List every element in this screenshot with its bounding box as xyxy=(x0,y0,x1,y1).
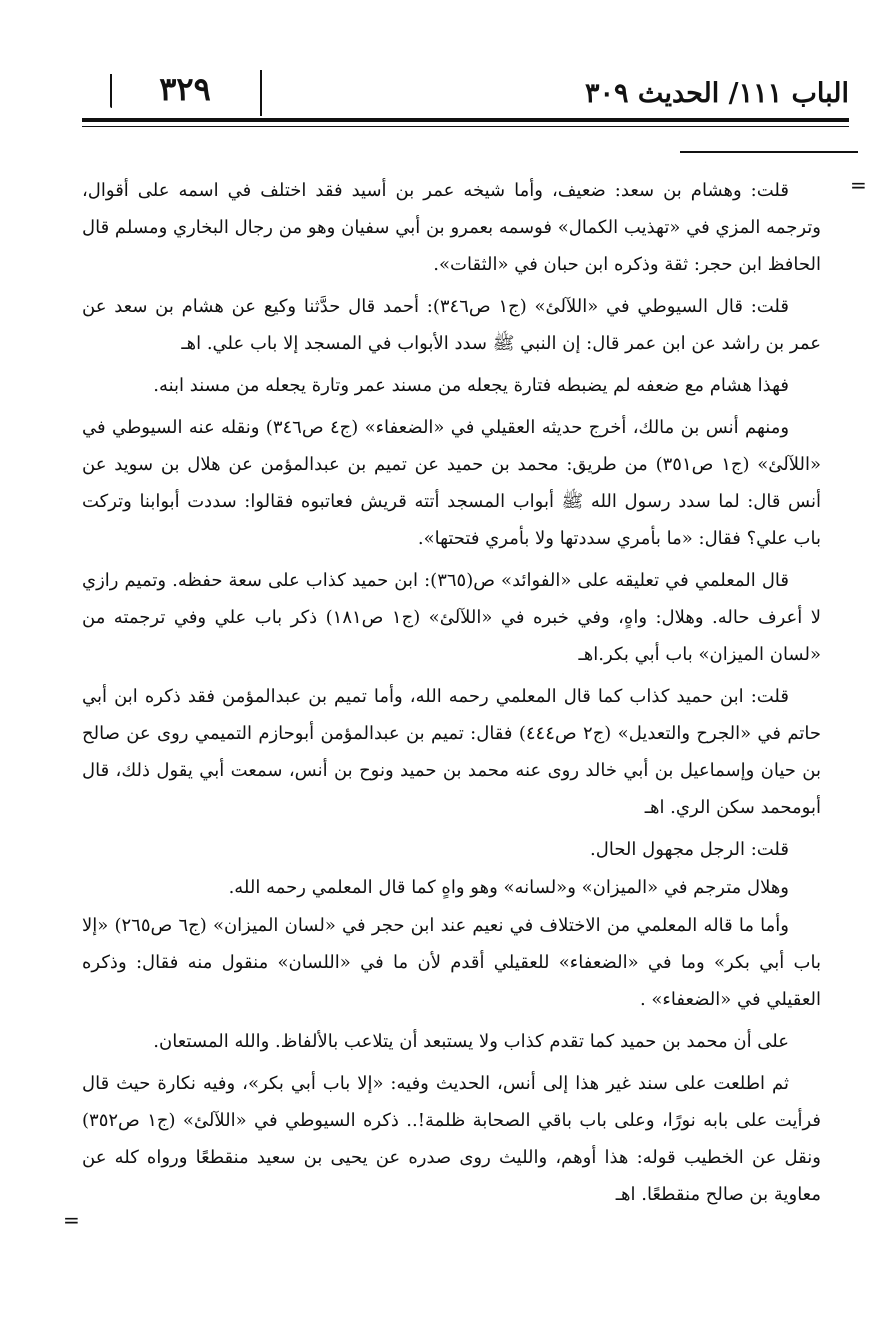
paragraph: قلت: وهشام بن سعد: ضعيف، وأما شيخه عمر بن أسيد فقد اختلف في اسمه على أقوال، وترجمه المزي في «تهذيب الكمال» فوسمه بعمرو بن أبي سفيان وهو من رجال البخاري ومسلم قال الحافظ ابن حجر: ثقة وذكره ابن حبان في «الثقات». xyxy=(82,180,821,275)
margin-mark-bottom: = xyxy=(63,1208,80,1232)
paragraph: وأما ما قاله المعلمي من الاختلاف في نعيم عند ابن حجر في «لسان الميزان» (ج٦ ص٢٦٥) «إلا باب أبي بكر» وما في «الضعفاء» للعقيلي أقدم لأن ما في «اللسان» منقول منه فقال: وذكره العقيلي في «الضعفاء» . xyxy=(82,915,821,1010)
margin-mark-top: = xyxy=(850,173,867,197)
paragraph: ومنهم أنس بن مالك، أخرج حديثه العقيلي في «الضعفاء» (ج٤ ص٣٤٦) ونقله عنه السيوطي في «اللآلئ» (ج١ ص٣٥١) من طريق: محمد بن حميد عن تميم بن عبدالمؤمن عن هلال بن سويد عن أنس قال: لما سدد رسول الله ﷺ أبواب المسجد أتته قريش فعاتبوه فقالوا: سددت أبوابنا وتركت باب علي؟ فقال: «ما بأمري سددتها ولا بأمري فتحتها». xyxy=(82,417,822,549)
running-header xyxy=(70,70,849,120)
paragraph: قلت: ابن حميد كذاب كما قال المعلمي رحمه الله، وأما تميم بن عبدالمؤمن فقد ذكره ابن أبي حاتم في «الجرح والتعديل» (ج٢ ص٤٤٤) فقال: تميم بن عبدالمؤمن أبوحازم التميمي روى عن صالح بن حيان وإسماعيل بن أبي خالد روى عنه محمد بن حميد ونوح بن أنس، سمعت أبي يقول ذلك، قال أبومحمد سكن الري. اهـ xyxy=(82,686,821,818)
section-separator-rule xyxy=(680,151,858,153)
header-rule-thick xyxy=(82,118,849,122)
page-number-frame xyxy=(110,70,262,116)
paragraph: ثم اطلعت على سند غير هذا إلى أنس، الحديث وفيه: «إلا باب أبي بكر»، وفيه نكارة حيث قال فرأيت على بابه نورًا، وعلى باب باقي الصحابة ظلمة!.. ذكره السيوطي في «اللآلئ» (ج١ ص٣٥٢) ونقل عن الخطيب قوله: هذا أوهم، والليث روى صدره عن يحيى بن سعيد منقطعًا ورواه كله عن معاوية بن صالح منقطعًا. اهـ xyxy=(82,1073,821,1205)
paragraph: وهلال مترجم في «الميزان» و«لسانه» وهو واهٍ كما قال المعلمي رحمه الله. xyxy=(228,877,789,898)
paragraph: على أن محمد بن حميد كما تقدم كذاب ولا يستبعد أن يتلاعب بالألفاظ. والله المستعان. xyxy=(153,1031,789,1052)
paragraph: فهذا هشام مع ضعفه لم يضبطه فتارة يجعله من مسند عمر وتارة يجعله من مسند ابنه. xyxy=(153,375,789,396)
paragraph: قال المعلمي في تعليقه على «الفوائد» ص(٣٦٥): ابن حميد كذاب على سعة حفظه. وتميم رازي لا أعرف حاله. وهلال: واهٍ، وفي خبره في «اللآلئ» (ج١ ص١٨١) ذكر باب علي وفي ترجمته من «لسان الميزان» باب أبي بكر.اهـ xyxy=(82,570,822,665)
paragraph: قلت: قال السيوطي في «اللآلئ» (ج١ ص٣٤٦): أحمد قال حدَّثنا وكيع عن هشام بن سعد عن عمر بن راشد عن ابن عمر قال: إن النبي ﷺ سدد الأبواب في المسجد إلا باب علي. اهـ xyxy=(82,296,821,354)
page-number: ٣٢٩ xyxy=(159,70,211,108)
body-text xyxy=(82,172,821,1218)
chapter-hadith-title: الباب ١١١/ الحديث ٣٠٩ xyxy=(585,78,849,109)
header-rule-thin xyxy=(82,126,849,127)
paragraph: قلت: الرجل مجهول الحال. xyxy=(590,839,789,860)
